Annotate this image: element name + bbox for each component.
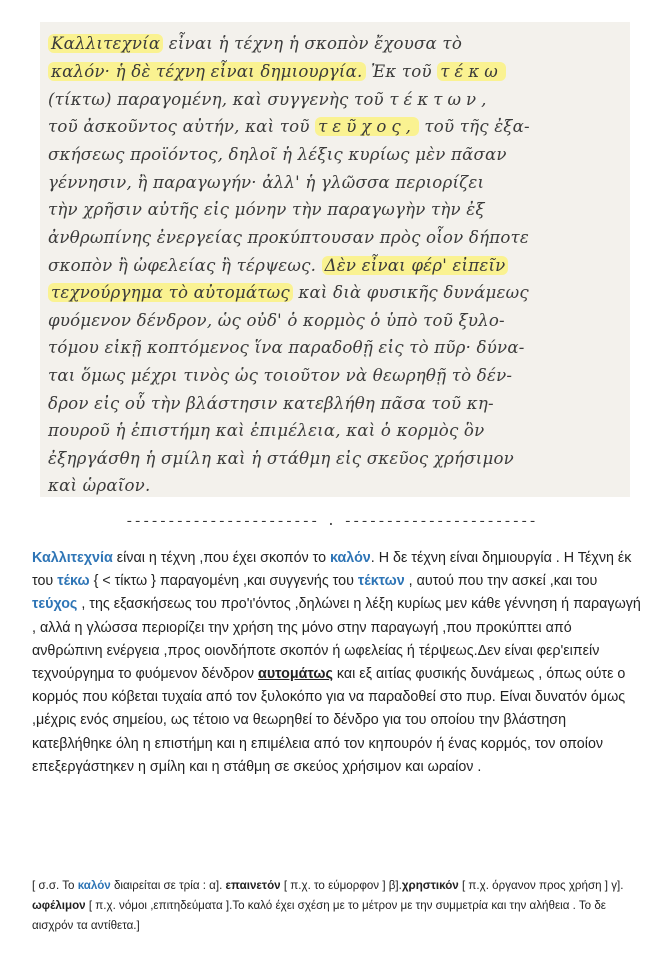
- scan-text: καὶ διὰ φυσικῆς δυνάμεως: [292, 283, 529, 302]
- highlighted-text: καλόν· ἡ δὲ τέχνη εἶναι δημιουργία.: [48, 62, 366, 81]
- scan-text: τὴν χρῆσιν αὐτῆς εἰς μόνην τὴν παραγωγὴν τὴν ἐξ: [48, 200, 485, 219]
- highlighted-text: τέκω: [437, 62, 506, 81]
- body-text: , της εξασκήσεως του προ'ι'όντος ,δηλώνει η λέξη κυρίως μεν κάθε γέννηση ή παραγωγή , αλλά η γλώσσα περιορίζει την χρήση της μόνο στην παραγωγή ,που προκύπτει από ανθρώπινη ενέργεια ,προς οιονδήποτε σκοπόν ή ωφελείας ή τέρψεως.Δεν είναι φερ'ειπείν τεχνούργημα το φυόμενον δένδρον: [32, 596, 641, 683]
- body-text: [ π.χ. νόμοι ,επιτηδεύματα ].Το καλό έχει σχέση με το μέτρον με την συμμετρία και την αλήθεια . Το δε αισχρόν τα αντίθετα.]: [32, 899, 606, 932]
- body-text: είναι η τέχνη ,που έχει σκοπόν το: [112, 550, 331, 566]
- scan-text: ἀνθρωπίνης ἐνεργείας προκύπτουσαν πρὸς οἷον δήποτε: [48, 228, 529, 247]
- scan-text: γέννησιν, ἢ παραγωγήν· ἀλλ' ἡ γλῶσσα περιορίζει: [48, 173, 485, 192]
- key-term: τέκω: [57, 573, 90, 590]
- body-text: [ π.χ. το εύμορφον ] β].: [280, 879, 402, 892]
- scan-line: [48, 334, 626, 362]
- body-text: . Η δε τέχνη είναι δημιουργία . Η Τέχνη έκ του: [32, 550, 632, 590]
- scan-text: δρον εἰς οὗ τὴν βλάστησιν κατεβλήθη πᾶσα τοῦ κη-: [48, 394, 494, 413]
- scan-line: [48, 279, 626, 307]
- key-term: τέκτων: [357, 573, 405, 590]
- key-term: τεύχος: [32, 596, 78, 613]
- highlighted-text: τεχνούργημα τὸ αὐτομάτως: [48, 283, 293, 302]
- scan-text: (τίκτω) παραγομένη, καὶ συγγενὴς τοῦ: [48, 90, 390, 109]
- body-text: διαιρείται σε τρία : α].: [110, 879, 226, 892]
- scan-text: Ἐκ τοῦ: [365, 62, 438, 81]
- scan-text: καὶ ὡραῖον.: [48, 476, 151, 495]
- body-text: [ σ.σ. Το: [32, 879, 78, 892]
- scan-line: [48, 307, 626, 335]
- underlined-term: αυτομάτως: [258, 666, 333, 683]
- body-text: { < τίκτω } παραγομένη ,και συγγενής του: [89, 573, 358, 590]
- body-text: [ π.χ. όργανον προς χρήση ] γ].: [458, 879, 624, 892]
- scan-line: [48, 224, 626, 252]
- scan-text: τόμου εἰκῇ κοπτόμενος ἵνα παραδοθῇ εἰς τὸ πῦρ· δύνα-: [48, 338, 525, 357]
- scan-text: φυόμενον δένδρον, ὡς οὐδ' ὁ κορμὸς ὁ ὑπὸ τοῦ ξυλο-: [48, 311, 505, 330]
- key-term: καλόν: [77, 879, 111, 892]
- highlighted-text: τεῦχος,: [315, 117, 419, 136]
- scan-text: ται ὅμως μέχρι τινὸς ὡς τοιοῦτον νὰ θεωρηθῇ τὸ δέν-: [48, 366, 513, 385]
- body-text: και εξ αιτίας φυσικής δυνάμεως , όπως ούτε ο κορμός που κόβεται τυχαία από τον ξυλοκόπο για να παραδοθεί στο πυρ. Είναι δυνατόν όμως ,μέχρις ενός σημείου, ως τέτοιο να θεωρηθεί το δένδρο για του οποίου την βλάστηση κατεβλήθηκε όλη η επιστήμη και η επιμέλεια από τον κηπουρόν ή ένας κορμός, τον οποίον επεξεργάστηκεν η σμίλη και η στάθμη σε σκεύος χρήσιμον και ωραίον .: [32, 666, 626, 775]
- scan-text: πουροῦ ἡ ἐπιστήμη καὶ ἐπιμέλεια, καὶ ὁ κορμὸς ὃν: [48, 421, 485, 440]
- scan-text: τοῦ ἀσκοῦντος αὐτήν, καὶ τοῦ: [48, 117, 316, 136]
- bold-term: ωφέλιμον: [32, 899, 86, 912]
- translation-paragraph: [32, 547, 644, 779]
- scan-line: [48, 113, 626, 141]
- scan-line: [48, 472, 626, 497]
- scan-text: ἐξηργάσθη ἡ σμίλη καὶ ἡ στάθμη εἰς σκεῦος χρήσιμον: [48, 449, 514, 468]
- scan-line: [48, 417, 626, 445]
- scan-text: σκοπὸν ἢ ὠφελείας ἢ τέρψεως.: [48, 256, 322, 275]
- scanned-page-excerpt: [40, 22, 630, 497]
- scan-text: εἶναι ἡ τέχνη ἡ σκοπὸν ἔχουσα τὸ: [163, 34, 463, 53]
- key-term: Καλλιτεχνία: [32, 550, 113, 566]
- section-divider: ----------------------- . -----------------------: [125, 514, 537, 530]
- key-term: καλόν: [330, 550, 371, 566]
- scan-line: [48, 390, 626, 418]
- highlighted-text: Καλλιτεχνία: [48, 34, 163, 53]
- scan-line: [48, 252, 626, 280]
- scan-line: [48, 86, 626, 114]
- body-text: , αυτού που την ασκεί ,και του: [404, 573, 598, 590]
- scan-text: σκήσεως προϊόντος, δηλοῖ ἡ λέξις κυρίως μὲν πᾶσαν: [48, 145, 507, 164]
- scan-line: [48, 196, 626, 224]
- scan-line: [48, 362, 626, 390]
- footnote: [32, 876, 640, 936]
- scan-text: τοῦ τῆς ἐξα-: [418, 117, 530, 136]
- scan-line: [48, 445, 626, 473]
- footnote-text: [32, 876, 640, 936]
- scan-text: τέκτων,: [389, 90, 492, 109]
- bold-term: επαινετόν: [225, 879, 281, 892]
- scan-line: [48, 141, 626, 169]
- scan-line: [48, 58, 626, 86]
- scan-line: [48, 30, 626, 58]
- scan-line: [48, 169, 626, 197]
- bold-term: χρηστικόν: [401, 879, 459, 892]
- translation-text: [32, 547, 644, 779]
- highlighted-text: Δὲν εἶναι φέρ' εἰπεῖν: [322, 256, 509, 275]
